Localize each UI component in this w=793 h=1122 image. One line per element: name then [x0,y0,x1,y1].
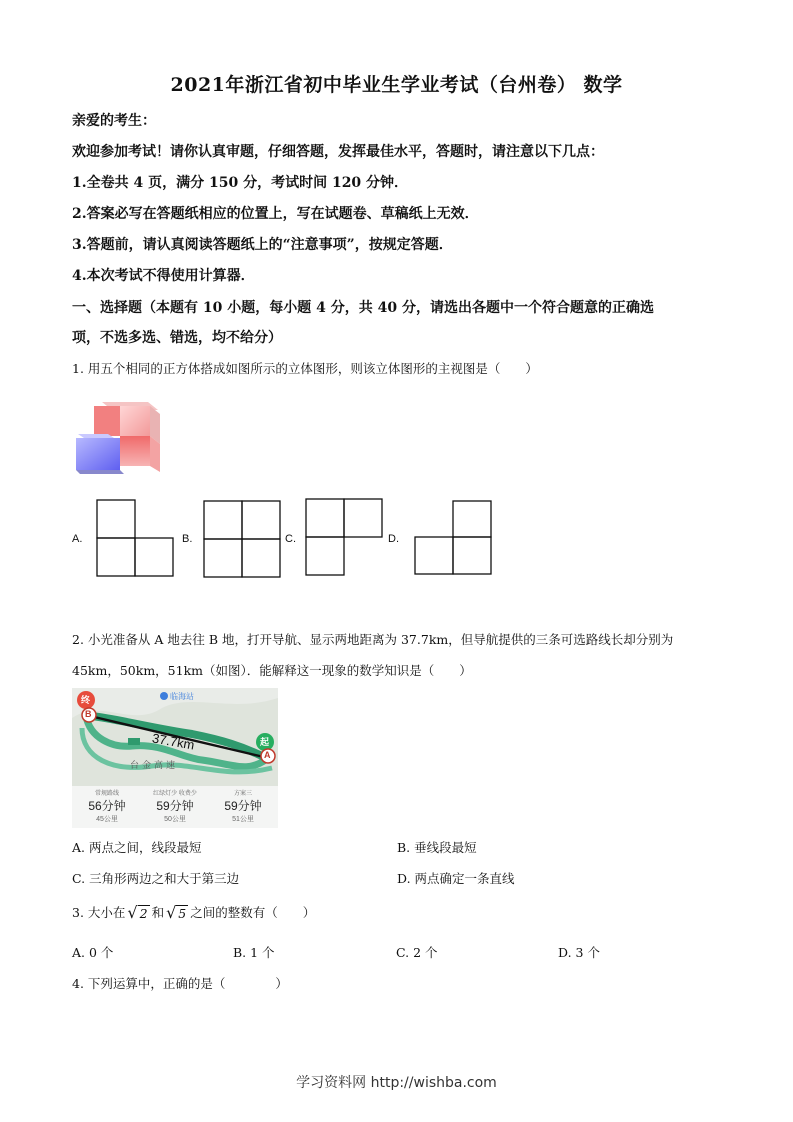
radicand-5: 5 [178,906,187,921]
grid-cell [97,500,135,538]
grid-cell [242,501,280,539]
section-heading-line2: 项，不选多选、错选，均不给分） [72,330,282,346]
q3-option-c: C. 2 个 [396,945,438,960]
q3-option-b: B. 1 个 [233,945,275,960]
route-time: 56分钟 [88,799,126,813]
q1-option-d-label: D. [388,533,399,545]
route-tag: 红绿灯少 收费少 [153,791,197,797]
question-4: 4. 下列运算中，正确的是（ ） [72,976,288,991]
q1-option-b-figure [203,500,283,580]
welcome-line: 欢迎参加考试！请你认真审题，仔细答题，发挥最佳水平，答题时，请注意以下几点： [72,144,604,160]
grid-cell [344,499,382,537]
note-1: 1.全卷共 4 页，满分 150 分，考试时间 120 分钟． [72,175,409,191]
route-tag: 方案三 [233,791,252,797]
navigation-map [72,688,278,828]
route-tag: 常规路线 [94,791,119,797]
grid-cell [204,501,242,539]
road-label: 台金高速 [130,760,179,770]
start-badge-label: 起 [260,737,270,747]
q2-option-d: D. 两点确定一条直线 [397,871,515,886]
distance-label: 37.7km [151,730,196,753]
grid-cell [306,499,344,537]
q1-option-b-label: B. [182,533,193,545]
q3-suffix: 之间的整数有（ ） [190,905,316,920]
question-3 [72,903,315,921]
cube-upper-left [94,406,120,436]
grid-cell [453,537,491,574]
radicand-2: 2 [139,906,148,921]
question-2-line1: 2. 小光准备从 A 地去往 B 地，打开导航、显示两地距离为 37.7km，但导航提供的三条可选路线长却分别为 [72,632,674,647]
q3-mid: 和 [151,905,165,920]
grid-cell [453,501,491,537]
q2-option-a: A. 两点之间，线段最短 [72,840,202,855]
question-2-line2: 45km，50km，51km（如图）．能解释这一现象的数学知识是（ ） [72,663,472,678]
grid-cell [97,538,135,576]
q2-option-b: B. 垂线段最短 [397,840,477,855]
q2-option-c: C. 三角形两边之和大于第三边 [72,871,240,886]
note-4: 4.本次考试不得使用计算器． [72,268,255,284]
road-badge [128,738,140,745]
cube-lower-right [120,436,150,466]
greeting: 亲爱的考生： [72,113,156,129]
question-1: 1. 用五个相同的正方体搭成如图所示的立体图形，则该立体图形的主视图是（ ） [72,361,538,376]
q1-option-c-figure [305,498,385,578]
q3-option-a: A. 0 个 [72,945,114,960]
radical-sign: √ [127,903,138,922]
radical-sign: √ [166,903,177,922]
cube-upper-right [120,406,150,436]
sqrt-5-expression [166,905,188,921]
q1-option-a-label: A. [72,533,83,545]
sqrt-2-expression [127,905,149,921]
grid-cell [135,538,173,576]
cube-shadow [76,470,124,474]
q1-option-d-figure [414,500,494,580]
q1-option-a-figure [96,499,176,579]
grid-cell [415,537,453,574]
grid-cell [204,539,242,577]
cube-blue-front [76,438,120,470]
route-time: 59分钟 [224,799,262,813]
note-2: 2.答案必写在答题纸相应的位置上，写在试题卷、草稿纸上无效． [72,206,479,222]
route-dist: 45公里 [96,816,118,823]
q1-option-c-label: C. [285,533,296,545]
route-dist: 50公里 [164,816,186,823]
grid-cell [306,537,344,575]
cube-stack-figure [72,398,164,478]
route-dist: 51公里 [232,816,254,823]
footer-watermark[interactable]: 学习资料网 http://wishba.com [296,1075,497,1091]
station-label: 临海站 [170,692,194,701]
q3-prefix: 3. 大小在 [72,905,126,920]
route-time: 59分钟 [156,799,194,813]
grid-cell [242,539,280,577]
q3-option-d: D. 3 个 [558,945,600,960]
route-stat-1 [76,788,138,824]
section-heading-line1: 一、选择题（本题有 10 小题，每小题 4 分，共 40 分，请选出各题中一个符合题意的正确选 [72,300,654,316]
route-stat-3 [212,788,274,824]
route-stat-2 [144,788,206,824]
point-b-label: B [85,709,92,719]
note-3: 3.答题前，请认真阅读答题纸上的“注意事项”，按规定答题． [72,237,453,253]
station-icon [160,692,168,700]
point-a-label: A [264,750,271,760]
page-title: 2021年浙江省初中毕业生学业考试（台州卷） 数学 [170,74,623,96]
end-badge-label: 终 [81,695,91,705]
